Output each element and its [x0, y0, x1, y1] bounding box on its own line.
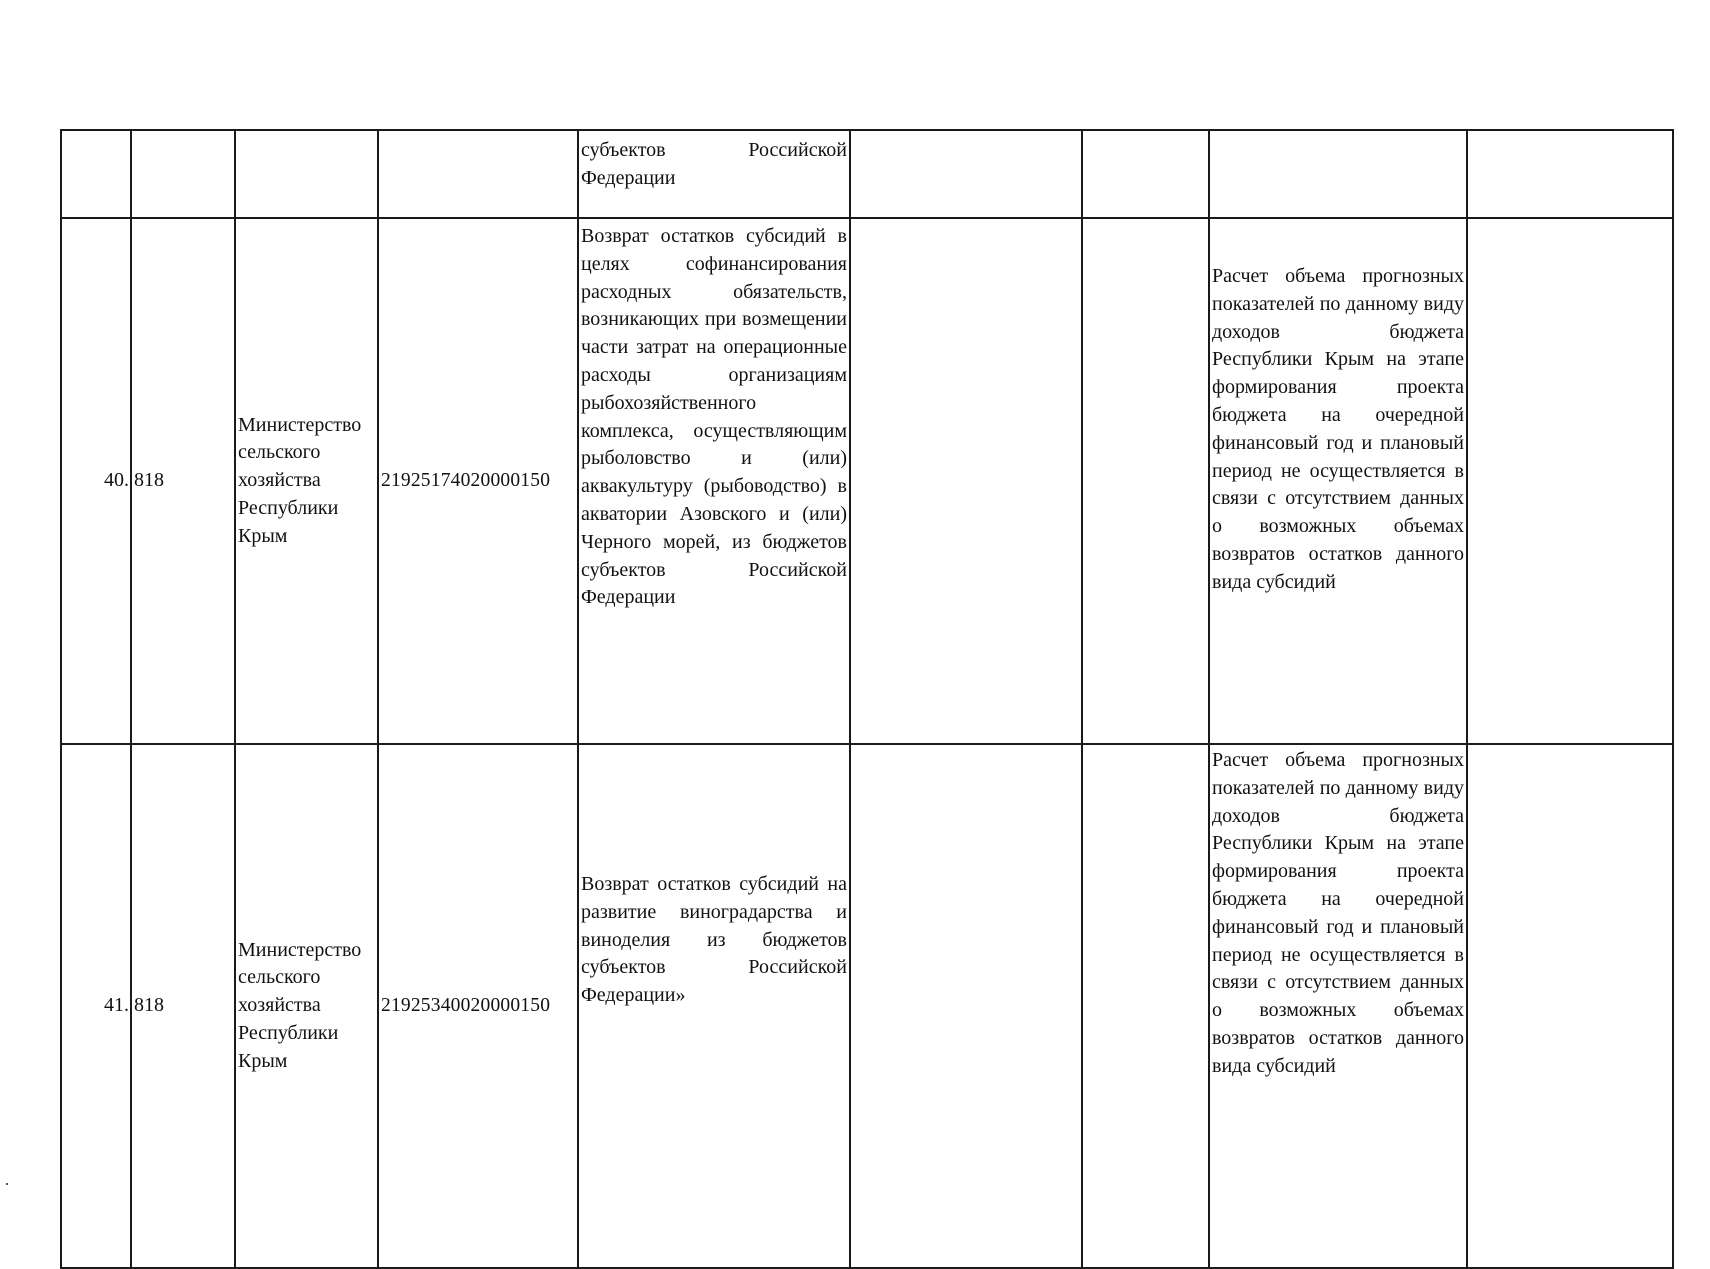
cell-kbk-code: [378, 130, 578, 218]
cell-empty: [1467, 218, 1673, 744]
cell-organization: Министерство сельского хозяйства Республики Крым: [235, 744, 378, 1268]
cell-admin-code: 818: [131, 218, 235, 744]
cell-revenue-name: субъектов Российской Федерации: [578, 130, 850, 218]
scan-artifact: [6, 1183, 8, 1185]
cell-empty: [1467, 130, 1673, 218]
cell-revenue-name: Возврат остатков субсидий в целях софинансирования расходных обязательств, возникающих при возмещении части затрат на операционные расходы организациям рыбохозяйственного комплекса, осуществляющим рыболовство и (или) аквакультуру (рыбоводство) в акватории Азовского и (или) Черного морей, из бюджетов субъектов Российской Федерации: [578, 218, 850, 744]
cell-admin-code: [131, 130, 235, 218]
cell-empty: [1082, 218, 1209, 744]
cell-empty: [850, 218, 1082, 744]
cell-organization: Министерство сельского хозяйства Республики Крым: [235, 218, 378, 744]
table-row: [61, 744, 1673, 1268]
cell-kbk-code: 21925174020000150: [378, 218, 578, 744]
cell-calculation-note: [1209, 130, 1467, 218]
table-row: [61, 218, 1673, 744]
cell-empty: [1082, 744, 1209, 1268]
cell-empty: [1082, 130, 1209, 218]
cell-empty: [1467, 744, 1673, 1268]
cell-admin-code: 818: [131, 744, 235, 1268]
cell-kbk-code: 21925340020000150: [378, 744, 578, 1268]
revenue-forecast-table: [60, 129, 1674, 1269]
cell-calculation-note: Расчет объема прогнозных показателей по данному виду доходов бюджета Республики Крым на этапе формирования проекта бюджета на очередной финансовый год и плановый период не осуществляется в связи с отсутствием данных о возможных объемах возвратов остатков данного вида субсидий: [1209, 744, 1467, 1268]
cell-calculation-note: Расчет объема прогнозных показателей по данному виду доходов бюджета Республики Крым на этапе формирования проекта бюджета на очередной финансовый год и плановый период не осуществляется в связи с отсутствием данных о возможных объемах возвратов остатков данного вида субсидий: [1209, 218, 1467, 744]
cell-organization: [235, 130, 378, 218]
cell-empty: [850, 130, 1082, 218]
cell-number: [61, 130, 131, 218]
cell-number: 41.: [61, 744, 131, 1268]
table-row-continuation: [61, 130, 1673, 218]
cell-number: 40.: [61, 218, 131, 744]
cell-empty: [850, 744, 1082, 1268]
cell-revenue-name: Возврат остатков субсидий на развитие виноградарства и виноделия из бюджетов субъектов Российской Федерации»: [578, 744, 850, 1268]
